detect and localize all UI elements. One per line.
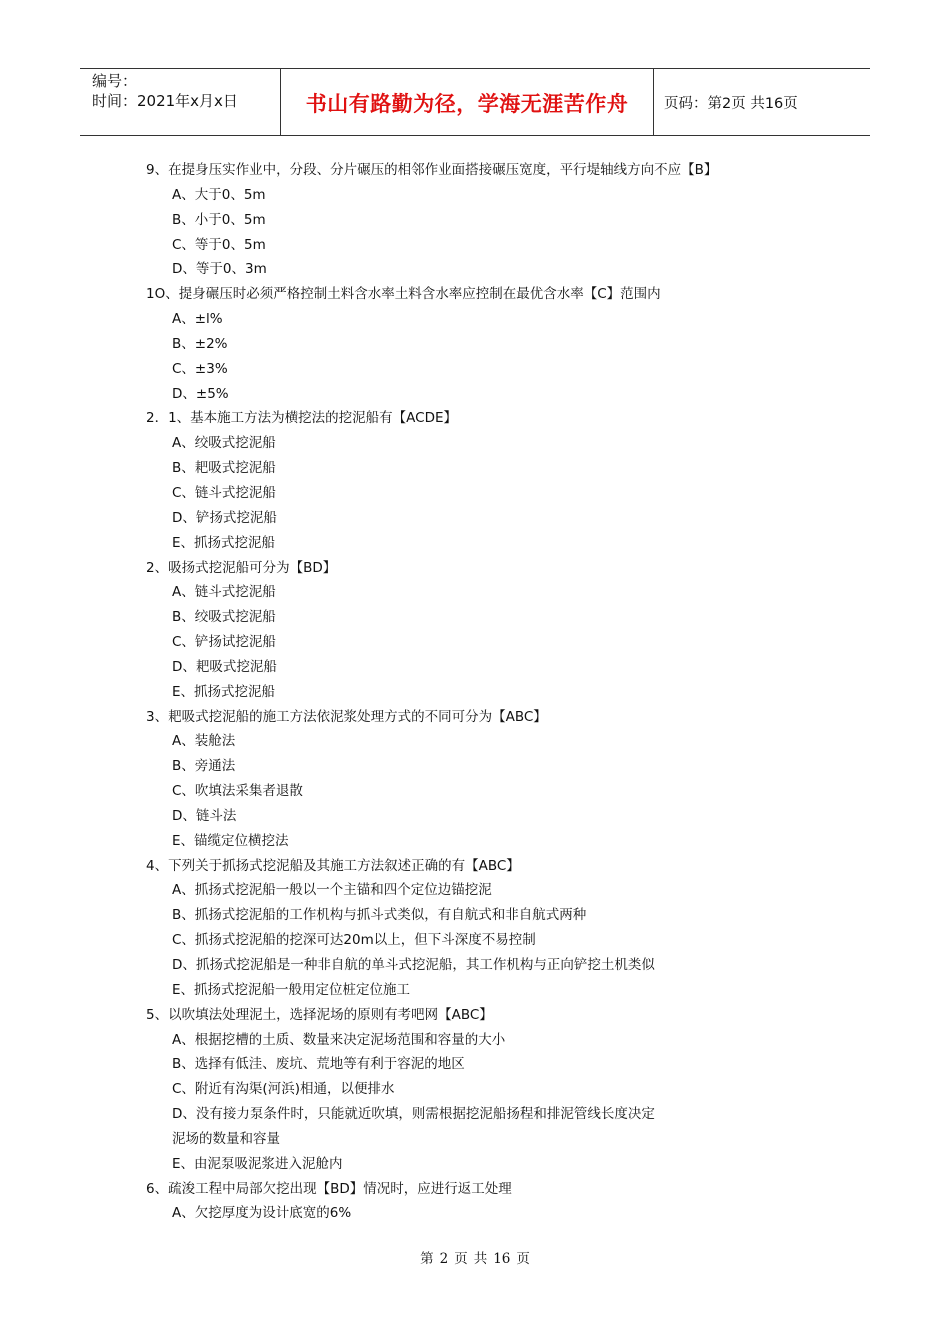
- header-motto: 书山有路勤为径，学海无涯苦作舟: [305, 92, 629, 116]
- question-text: 5、以吹填法处理泥土，选择泥场的原则有考吧网【ABC】: [146, 1006, 493, 1023]
- answer-option: D、抓扬式挖泥船是一种非自航的单斗式挖泥船，其工作机构与正向铲挖土机类似: [172, 957, 655, 973]
- answer-option: C、附近有沟渠(河浜)相通，以便排水: [172, 1081, 395, 1098]
- header-meta: [80, 69, 281, 135]
- answer-option: A、±l%: [172, 311, 223, 328]
- answer-option: C、铲扬试挖泥船: [172, 634, 276, 651]
- header-motto-cell: [281, 69, 654, 135]
- question-text: 3、耙吸式挖泥船的施工方法依泥浆处理方式的不同可分为【ABC】: [146, 708, 547, 725]
- answer-option: D、±5%: [172, 385, 229, 402]
- answer-option: C、±3%: [172, 360, 228, 377]
- question-text: 9、在提身压实作业中，分段、分片碾压的相邻作业面搭接碾压宽度，平行堤轴线方向不应【B】: [146, 162, 718, 178]
- question-text: 2．1、基本施工方法为横挖法的挖泥船有【ACDE】: [146, 410, 458, 427]
- question-text: 6、疏浚工程中局部欠挖出现【BD】情况时，应进行返工处理: [146, 1180, 512, 1197]
- page-footer: [0, 1247, 950, 1267]
- answer-option: A、欠挖厚度为设计底宽的6%: [172, 1205, 352, 1222]
- answer-option: A、抓扬式挖泥船一般以一个主锚和四个定位边锚挖泥: [172, 882, 492, 899]
- answer-option: C、吹填法采集者退散: [172, 783, 303, 800]
- date-label: 时间：2021年x月x日: [92, 92, 238, 110]
- answer-option: B、旁通法: [172, 758, 236, 775]
- answer-option: A、根据挖槽的土质、数量来决定泥场范围和容量的大小: [172, 1031, 506, 1048]
- answer-option: A、链斗式挖泥船: [172, 584, 276, 601]
- answer-option: E、抓扬式挖泥船: [172, 534, 276, 551]
- footer-page-number: 2: [439, 1251, 449, 1267]
- answer-option: D、耙吸式挖泥船: [172, 658, 277, 675]
- answer-option: C、链斗式挖泥船: [172, 484, 276, 501]
- header-page-cell: [654, 69, 870, 135]
- answer-option: A、绞吸式挖泥船: [172, 435, 276, 452]
- footer-gong: 共: [473, 1251, 488, 1267]
- question-list: [146, 158, 846, 1226]
- answer-option: 泥场的数量和容量: [172, 1130, 280, 1147]
- answer-option: B、小于0、5m: [172, 211, 266, 228]
- answer-option: B、绞吸式挖泥船: [172, 609, 276, 626]
- answer-option: D、铲扬式挖泥船: [172, 509, 277, 526]
- answer-option: D、链斗法: [172, 807, 237, 824]
- answer-option: B、耙吸式挖泥船: [172, 460, 276, 477]
- answer-option: E、抓扬式挖泥船: [172, 683, 276, 700]
- answer-option: B、±2%: [172, 335, 228, 352]
- answer-option: D、等于0、3m: [172, 261, 267, 278]
- question-text: 4、下列关于抓扬式挖泥船及其施工方法叙述正确的有【ABC】: [146, 857, 520, 874]
- answer-option: E、抓扬式挖泥船一般用定位桩定位施工: [172, 981, 411, 998]
- footer-ye: 页: [454, 1251, 468, 1267]
- answer-option: C、抓扬式挖泥船的挖深可达20m以上，但下斗深度不易控制: [172, 932, 536, 949]
- question-text: 2、吸扬式挖泥船可分为【BD】: [146, 559, 337, 576]
- answer-option: E、锚缆定位横挖法: [172, 832, 289, 849]
- answer-option: B、抓扬式挖泥船的工作机构与抓斗式类似，有自航式和非自航式两种: [172, 907, 587, 924]
- question-text: 1O、提身碾压时必须严格控制土料含水率土料含水率应控制在最优含水率【C】范围内: [146, 286, 661, 303]
- serial-label: 编号：: [92, 72, 138, 90]
- answer-option: A、大于0、5m: [172, 186, 266, 203]
- page-header: [80, 68, 870, 136]
- footer-total-pages: 16: [493, 1251, 511, 1267]
- answer-option: C、等于0、5m: [172, 236, 266, 253]
- footer-di: 第: [420, 1251, 434, 1267]
- header-page-label: 页码：第2页 共16页: [664, 95, 798, 112]
- answer-option: E、由泥泵吸泥浆进入泥舱内: [172, 1155, 343, 1172]
- answer-option: B、选择有低洼、废坑、荒地等有利于容泥的地区: [172, 1056, 465, 1073]
- footer-ye-total: 页: [516, 1251, 530, 1267]
- answer-option: D、没有接力泵条件时，只能就近吹填，则需根据挖泥船扬程和排泥管线长度决定: [172, 1106, 655, 1123]
- answer-option: A、装舱法: [172, 733, 236, 750]
